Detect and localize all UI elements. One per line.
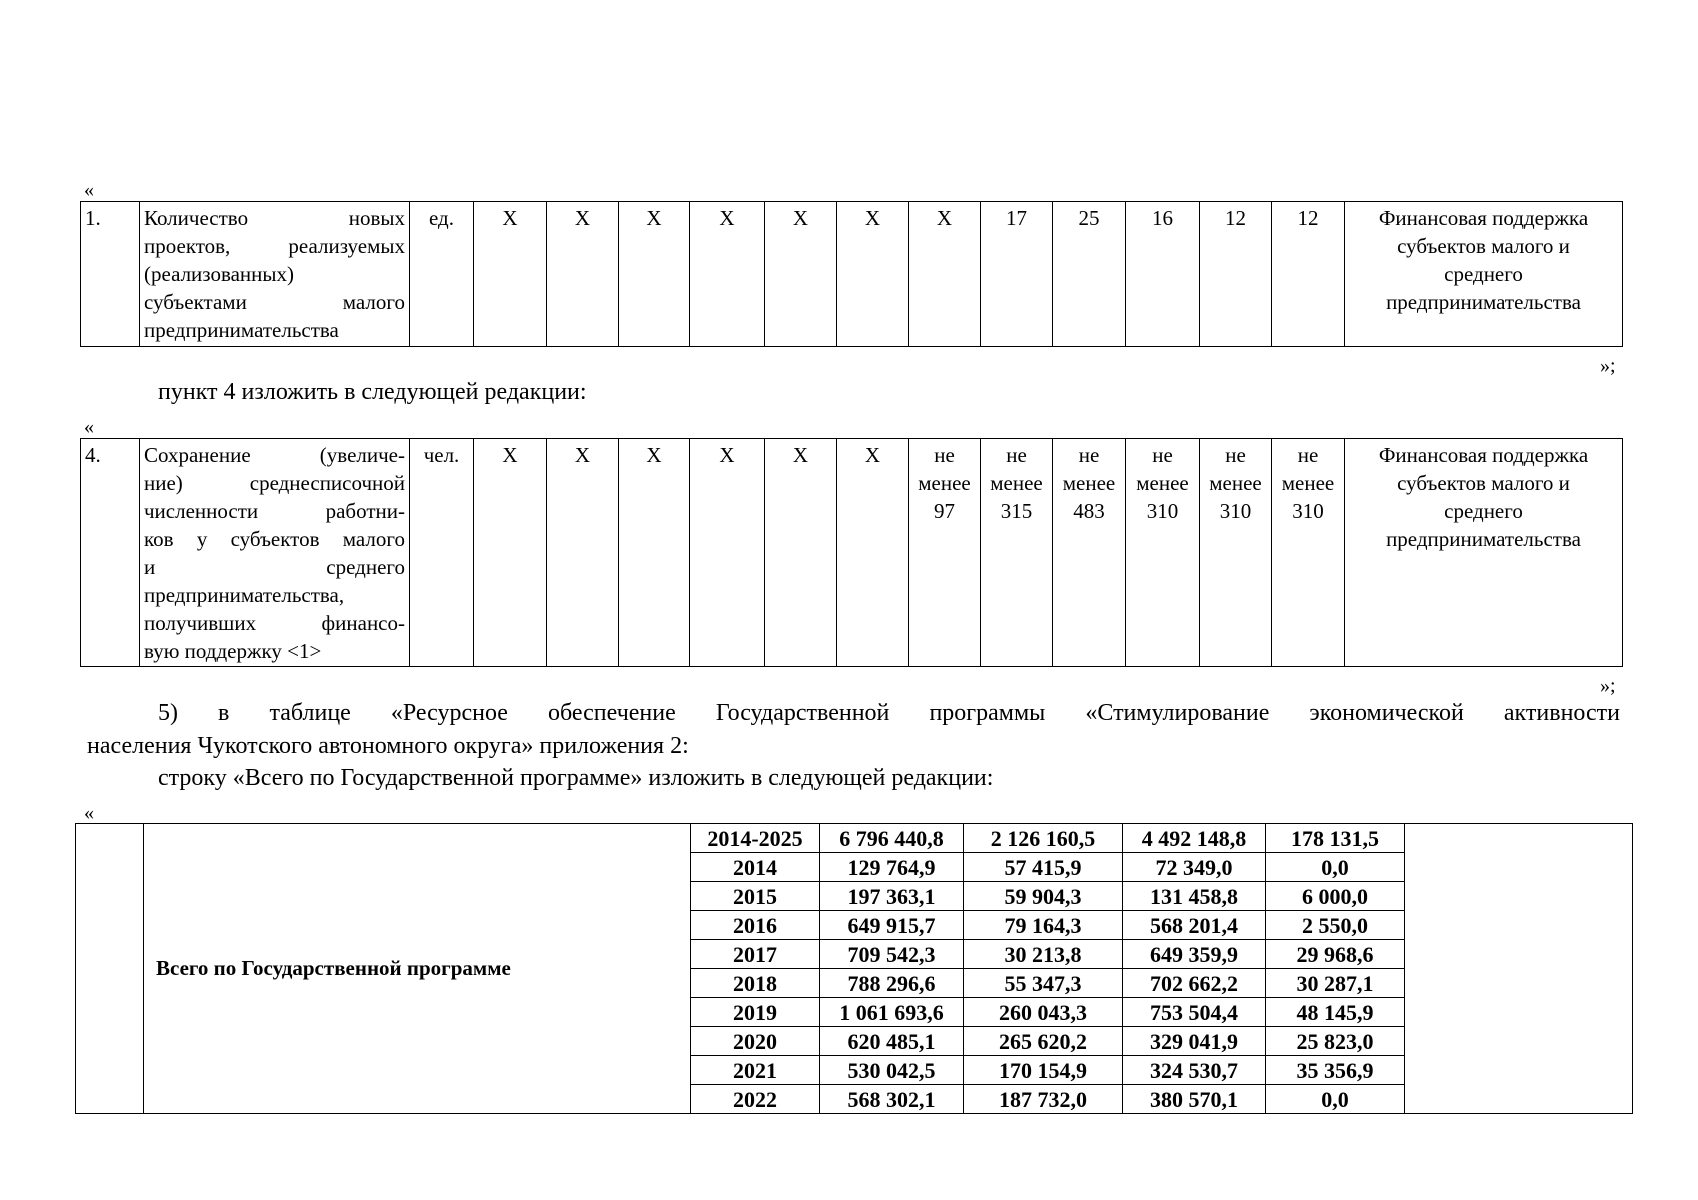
amount-cell: 55 347,3 xyxy=(964,969,1123,998)
desc-line: получивших финансо- xyxy=(144,611,405,635)
amount-cell: 29 968,6 xyxy=(1266,940,1405,969)
indicator-table-1 xyxy=(80,201,1623,347)
value-cell: Х xyxy=(690,202,765,347)
close-quote-1: »; xyxy=(1600,355,1616,377)
value-cell: Х xyxy=(474,439,547,667)
min-line: не xyxy=(1006,443,1027,467)
desc-line: вую поддержку <1> xyxy=(144,639,322,663)
year-cell: 2017 xyxy=(691,940,820,969)
desc-line: предпринимательства, xyxy=(144,583,345,607)
indicator-name xyxy=(140,439,410,667)
min-line: 310 xyxy=(1219,499,1252,523)
note-line: Финансовая поддержка xyxy=(1378,443,1589,467)
desc-line: ние) среднесписочной xyxy=(144,471,405,495)
value-cell xyxy=(981,439,1053,667)
amount-cell: 568 302,1 xyxy=(820,1085,964,1114)
amount-cell: 0,0 xyxy=(1266,1085,1405,1114)
close-quote-2: »; xyxy=(1600,675,1616,697)
row-label: Всего по Государственной программе xyxy=(144,824,691,1114)
amount-cell: 79 164,3 xyxy=(964,911,1123,940)
paragraph-point-4: пункт 4 изложить в следующей редакции: xyxy=(158,379,587,405)
value-cell xyxy=(1272,439,1345,667)
value-cell: Х xyxy=(765,202,837,347)
note-line: предпринимательства xyxy=(1386,527,1581,551)
desc-line: субъектами малого xyxy=(144,290,405,314)
year-cell: 2015 xyxy=(691,882,820,911)
table-row xyxy=(81,439,1623,667)
year-cell: 2014-2025 xyxy=(691,824,820,853)
value-cell: Х xyxy=(619,202,690,347)
amount-cell: 197 363,1 xyxy=(820,882,964,911)
paragraph-row-instruction: строку «Всего по Государственной программе» изложить в следующей редакции: xyxy=(158,765,994,791)
amount-cell: 380 570,1 xyxy=(1123,1085,1266,1114)
value-cell: Х xyxy=(619,439,690,667)
min-line: не xyxy=(1225,443,1246,467)
year-cell: 2019 xyxy=(691,998,820,1027)
min-line: менее xyxy=(1209,471,1262,495)
amount-cell: 57 415,9 xyxy=(964,853,1123,882)
amount-cell: 6 000,0 xyxy=(1266,882,1405,911)
unit-cell: ед. xyxy=(410,202,474,347)
desc-line: предпринимательства xyxy=(144,318,339,342)
amount-cell: 649 915,7 xyxy=(820,911,964,940)
amount-cell: 709 542,3 xyxy=(820,940,964,969)
value-cell: Х xyxy=(837,439,909,667)
desc-line: Сохранение (увеличе- xyxy=(144,443,405,467)
desc-line: Количество новых xyxy=(144,206,405,230)
empty-number-cell xyxy=(76,824,144,1114)
year-cell: 2016 xyxy=(691,911,820,940)
value-cell: 25 xyxy=(1053,202,1126,347)
min-line: менее xyxy=(918,471,971,495)
year-cell: 2022 xyxy=(691,1085,820,1114)
empty-note-cell xyxy=(1405,824,1633,1114)
year-cell: 2014 xyxy=(691,853,820,882)
desc-line: проектов, реализуемых xyxy=(144,234,405,258)
program-note xyxy=(1345,202,1623,347)
value-cell xyxy=(1126,439,1200,667)
amount-cell: 129 764,9 xyxy=(820,853,964,882)
open-quote-2: « xyxy=(84,416,94,438)
desc-line: ков у субъектов малого xyxy=(144,527,405,551)
min-line: менее xyxy=(1281,471,1335,495)
amount-cell: 265 620,2 xyxy=(964,1027,1123,1056)
min-line: 315 xyxy=(1000,499,1033,523)
amount-cell: 25 823,0 xyxy=(1266,1027,1405,1056)
min-line: 310 xyxy=(1146,499,1179,523)
note-line: предпринимательства xyxy=(1386,290,1581,314)
table-row xyxy=(81,202,1623,347)
indicator-name xyxy=(140,202,410,347)
min-line: не xyxy=(1152,443,1173,467)
amount-cell: 702 662,2 xyxy=(1123,969,1266,998)
amount-cell: 620 485,1 xyxy=(820,1027,964,1056)
value-cell: Х xyxy=(909,202,981,347)
value-cell: 12 xyxy=(1272,202,1345,347)
amount-cell: 178 131,5 xyxy=(1266,824,1405,853)
value-cell: Х xyxy=(765,439,837,667)
desc-line: численности работни- xyxy=(144,499,405,523)
value-cell: 12 xyxy=(1200,202,1272,347)
amount-cell: 1 061 693,6 xyxy=(820,998,964,1027)
amount-cell: 0,0 xyxy=(1266,853,1405,882)
resource-table xyxy=(75,823,1633,1114)
amount-cell: 649 359,9 xyxy=(1123,940,1266,969)
min-line: не xyxy=(1078,443,1100,467)
amount-cell: 324 530,7 xyxy=(1123,1056,1266,1085)
min-line: не xyxy=(1297,443,1319,467)
year-cell: 2021 xyxy=(691,1056,820,1085)
amount-cell: 72 349,0 xyxy=(1123,853,1266,882)
desc-line: (реализованных) xyxy=(144,262,295,286)
value-cell: 17 xyxy=(981,202,1053,347)
amount-cell: 30 287,1 xyxy=(1266,969,1405,998)
min-line: 483 xyxy=(1073,499,1105,523)
min-line: не xyxy=(934,443,955,467)
amount-cell: 568 201,4 xyxy=(1123,911,1266,940)
min-line: менее xyxy=(1062,471,1116,495)
year-cell: 2018 xyxy=(691,969,820,998)
amount-cell: 260 043,3 xyxy=(964,998,1123,1027)
min-line: 97 xyxy=(934,499,955,523)
min-line: менее xyxy=(990,471,1043,495)
note-line: субъектов малого и xyxy=(1397,471,1570,495)
value-cell xyxy=(1053,439,1126,667)
amount-cell: 170 154,9 xyxy=(964,1056,1123,1085)
amount-cell: 530 042,5 xyxy=(820,1056,964,1085)
note-line: среднего xyxy=(1444,499,1523,523)
amount-cell: 35 356,9 xyxy=(1266,1056,1405,1085)
amount-cell: 788 296,6 xyxy=(820,969,964,998)
amount-cell: 48 145,9 xyxy=(1266,998,1405,1027)
year-cell: 2020 xyxy=(691,1027,820,1056)
row-number: 4. xyxy=(81,439,140,667)
min-line: 310 xyxy=(1292,499,1324,523)
amount-cell: 6 796 440,8 xyxy=(820,824,964,853)
min-line: менее xyxy=(1136,471,1189,495)
value-cell: Х xyxy=(690,439,765,667)
value-cell: Х xyxy=(474,202,547,347)
paragraph-5-line-1: 5) в таблице «Ресурсное обеспечение Государственной программы «Стимулирование экономической активности xyxy=(158,700,1620,726)
row-number: 1. xyxy=(81,202,140,347)
note-line: среднего xyxy=(1444,262,1523,286)
value-cell: Х xyxy=(837,202,909,347)
open-quote-1: « xyxy=(84,179,94,201)
indicator-table-2 xyxy=(80,438,1623,667)
amount-cell: 30 213,8 xyxy=(964,940,1123,969)
value-cell: Х xyxy=(547,439,619,667)
note-line: Финансовая поддержка xyxy=(1378,206,1589,230)
amount-cell: 131 458,8 xyxy=(1123,882,1266,911)
note-line: субъектов малого и xyxy=(1397,234,1570,258)
amount-cell: 2 126 160,5 xyxy=(964,824,1123,853)
value-cell: 16 xyxy=(1126,202,1200,347)
amount-cell: 329 041,9 xyxy=(1123,1027,1266,1056)
program-note xyxy=(1345,439,1623,667)
open-quote-3: « xyxy=(84,802,94,824)
value-cell: Х xyxy=(547,202,619,347)
value-cell xyxy=(909,439,981,667)
table-row xyxy=(76,824,1633,853)
unit-cell: чел. xyxy=(410,439,474,667)
amount-cell: 187 732,0 xyxy=(964,1085,1123,1114)
amount-cell: 753 504,4 xyxy=(1123,998,1266,1027)
amount-cell: 4 492 148,8 xyxy=(1123,824,1266,853)
amount-cell: 2 550,0 xyxy=(1266,911,1405,940)
desc-line: и среднего xyxy=(144,555,405,579)
paragraph-5-line-2: населения Чукотского автономного округа» приложения 2: xyxy=(87,733,689,759)
value-cell xyxy=(1200,439,1272,667)
amount-cell: 59 904,3 xyxy=(964,882,1123,911)
